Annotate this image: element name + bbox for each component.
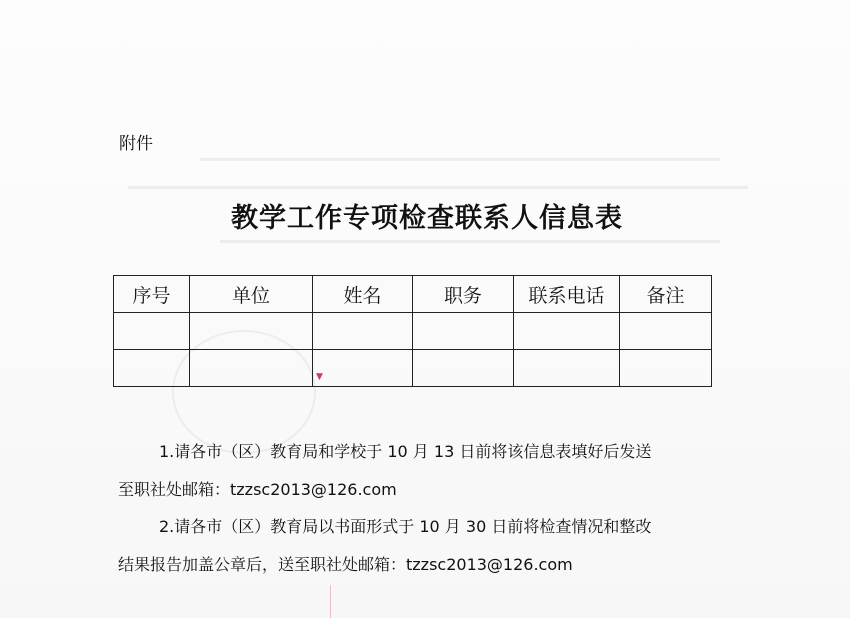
table-header-row <box>114 276 712 313</box>
note-1-line-2: 至职社处邮箱：tzzsc2013@126.com <box>118 480 397 499</box>
note-2-line-2: 结果报告加盖公章后，送至职社处邮箱：tzzsc2013@126.com <box>118 555 573 574</box>
table-cell[interactable] <box>413 313 514 350</box>
table-cell[interactable] <box>190 350 313 387</box>
table-cell[interactable] <box>514 313 620 350</box>
header-index: 序号 <box>114 276 190 313</box>
table-cell[interactable] <box>620 313 712 350</box>
table-cell[interactable] <box>114 350 190 387</box>
red-ink-mark: ▼ <box>316 372 323 382</box>
table-cell[interactable] <box>620 350 712 387</box>
note-1-line-1: 1.请各市（区）教育局和学校于 10 月 13 日前将该信息表填好后发送 <box>159 442 652 461</box>
note-1 <box>118 433 758 509</box>
red-ink-line <box>330 585 331 618</box>
table-cell[interactable] <box>514 350 620 387</box>
table-row <box>114 350 712 387</box>
bleed-through-line <box>128 186 748 189</box>
note-2-line-1: 2.请各市（区）教育局以书面形式于 10 月 30 日前将检查情况和整改 <box>159 517 652 536</box>
header-unit: 单位 <box>190 276 313 313</box>
table-cell[interactable] <box>114 313 190 350</box>
page-title: 教学工作专项检查联系人信息表 <box>231 203 623 234</box>
header-name: 姓名 <box>313 276 413 313</box>
bleed-through-line <box>220 240 720 243</box>
table-cell[interactable] <box>190 313 313 350</box>
annex-label: 附件 <box>119 134 153 154</box>
note-2 <box>118 508 758 584</box>
table-cell[interactable] <box>313 350 413 387</box>
header-remarks: 备注 <box>620 276 712 313</box>
table-row <box>114 313 712 350</box>
header-position: 职务 <box>413 276 514 313</box>
contact-info-table <box>113 275 712 387</box>
header-phone: 联系电话 <box>514 276 620 313</box>
table-cell[interactable] <box>413 350 514 387</box>
bleed-through-line <box>200 158 720 161</box>
table-cell[interactable] <box>313 313 413 350</box>
